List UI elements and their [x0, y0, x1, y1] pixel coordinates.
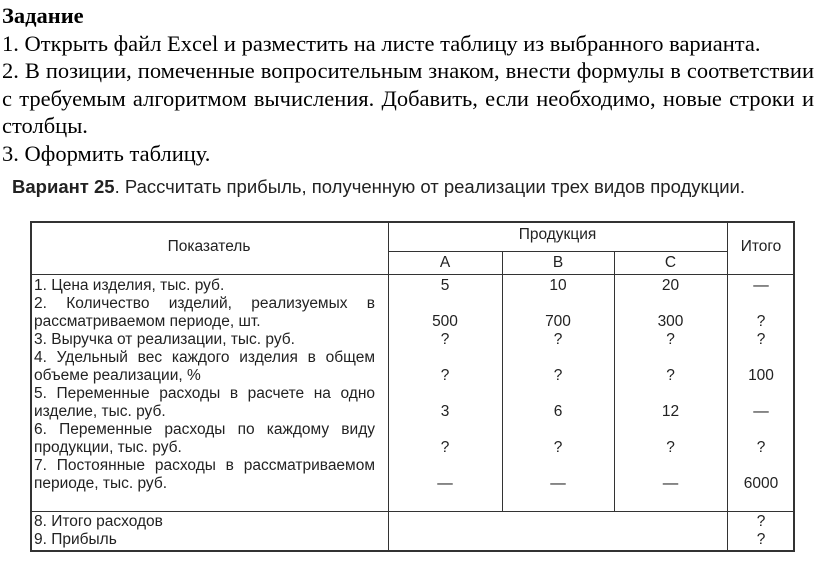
cell-variable-costs-total: ? — [756, 439, 766, 456]
table-border-left — [30, 221, 32, 552]
cell-fixed-costs-b: — — [550, 475, 566, 492]
cell-fixed-costs-total: 6000 — [743, 475, 779, 492]
cell-quantity-a: 500 — [432, 313, 458, 330]
cell-price-c: 20 — [661, 277, 680, 294]
cell-share-c: ? — [666, 367, 675, 384]
cell-total-costs: ? — [756, 513, 766, 530]
header-total: Итого — [740, 238, 782, 255]
cell-price-a: 5 — [440, 277, 450, 294]
row-label-quantity: 2. Количество изделий, реализуемых в рассматриваемом периоде, шт. — [34, 295, 375, 330]
header-col-c: С — [664, 254, 677, 271]
row-label-unit-variable-costs: 5. Переменные расходы в расчете на одно изделие, тыс. руб. — [34, 385, 375, 420]
row-label-profit: 9. Прибыль — [34, 531, 117, 548]
cell-revenue-total: ? — [756, 331, 766, 348]
header-divider-products — [388, 251, 727, 252]
cell-quantity-c: 300 — [657, 313, 684, 330]
cell-fixed-costs-a: — — [437, 475, 453, 492]
cell-revenue-b: ? — [553, 331, 563, 348]
row-label-fixed-costs: 7. Постоянные расходы в рассматриваемом периоде, тыс. руб. — [34, 457, 375, 492]
variant-description: . Рассчитать прибыль, полученную от реализации трех видов продукции. — [114, 176, 745, 197]
data-table — [30, 221, 795, 552]
table-border-bottom — [30, 550, 795, 552]
header-indicator: Показатель — [167, 238, 251, 255]
cell-profit: ? — [756, 531, 766, 548]
cell-variable-costs-a: ? — [440, 439, 450, 456]
cell-variable-costs-b: ? — [553, 439, 563, 456]
task-step-2: 2. В позиции, помеченные вопросительным знаком, внести формулы в соответствии с требуемым алгоритмом вычисления. Добавить, если необходимо, новые строки и столбцы. — [2, 58, 814, 138]
task-step-1: 1. Открыть файл Excel и разместить на листе таблицу из выбранного варианта. — [2, 30, 761, 56]
cell-unit-cost-a: 3 — [440, 403, 450, 420]
row-label-price: 1. Цена изделия, тыс. руб. — [34, 277, 225, 294]
cell-quantity-b: 700 — [545, 313, 571, 330]
table-border-top — [30, 221, 795, 223]
task-text — [2, 2, 814, 167]
cell-share-b: ? — [553, 367, 563, 384]
col-line-total — [727, 221, 728, 552]
cell-unit-cost-total: — — [753, 403, 769, 420]
header-bottom-line — [30, 274, 795, 275]
cell-share-total: 100 — [748, 367, 774, 384]
cell-price-total: — — [753, 277, 769, 294]
cell-unit-cost-b: 6 — [553, 403, 563, 420]
row-label-total-costs: 8. Итого расходов — [34, 513, 163, 530]
cell-revenue-a: ? — [440, 331, 450, 348]
header-products: Продукция — [518, 226, 597, 243]
cell-price-b: 10 — [549, 277, 567, 294]
cell-quantity-total: ? — [756, 313, 766, 330]
header-col-b: В — [552, 254, 564, 271]
cell-unit-cost-c: 12 — [661, 403, 680, 420]
variant-label: Вариант 25 — [12, 176, 115, 197]
task-title: Задание — [2, 3, 84, 28]
table-border-right — [793, 221, 795, 552]
cell-variable-costs-c: ? — [666, 439, 675, 456]
cell-share-a: ? — [440, 367, 450, 384]
header-col-a: А — [439, 254, 451, 271]
cell-revenue-c: ? — [666, 331, 675, 348]
variant-heading — [12, 176, 745, 198]
row-label-variable-costs: 6. Переменные расходы по каждому виду продукции, тыс. руб. — [34, 421, 375, 456]
cell-fixed-costs-c: — — [662, 475, 679, 492]
row-label-share: 4. Удельный вес каждого изделия в общем объеме реализации, % — [34, 349, 375, 384]
task-step-3: 3. Оформить таблицу. — [2, 140, 211, 166]
summary-divider — [30, 511, 795, 512]
row-label-revenue: 3. Выручка от реализации, тыс. руб. — [34, 331, 295, 348]
